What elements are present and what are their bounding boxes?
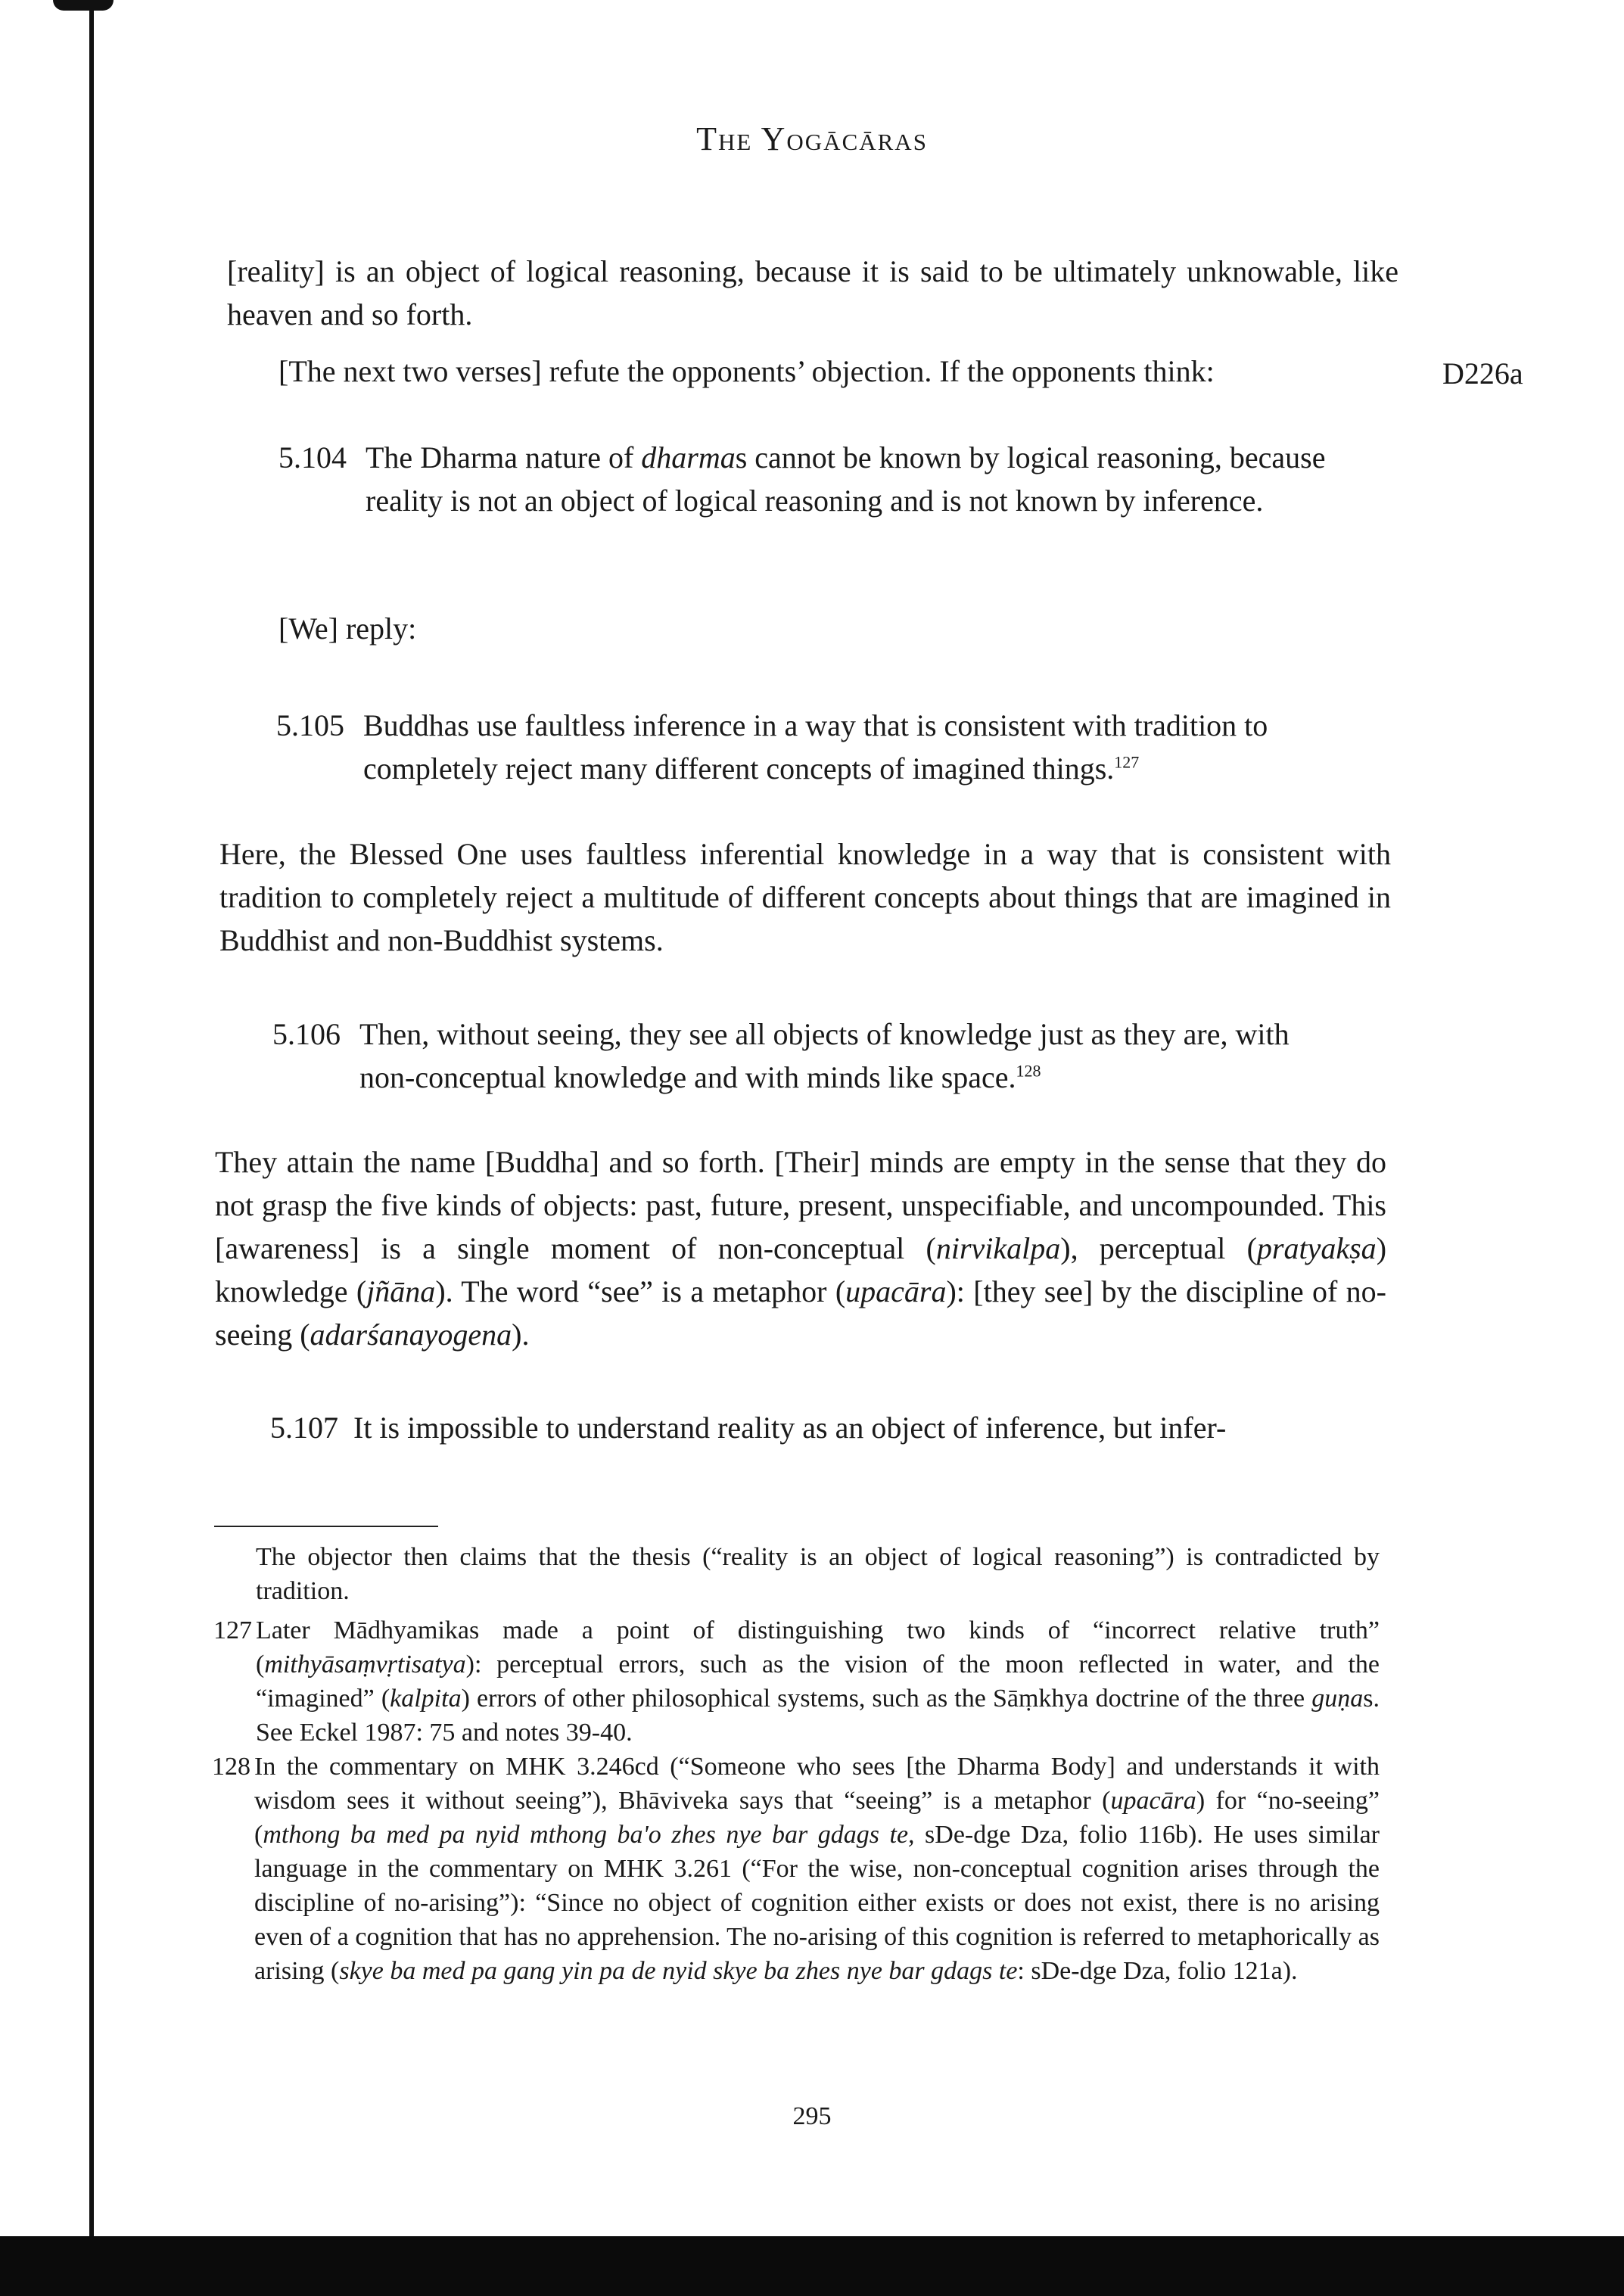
verse-5-105 (276, 704, 1339, 790)
paragraph-reply: [We] reply: (278, 611, 417, 646)
footnote-127 (213, 1613, 1380, 1750)
verse-text: The Dharma nature of dharmas cannot be known by logical reasoning, because reality is not an object of logical reasoning and is not known by inference. (366, 440, 1326, 518)
paragraph-objection-intro: [The next two verses] refute the opponents’ objection. If the opponents think: (278, 354, 1215, 388)
folio-reference: D226a (1442, 356, 1523, 390)
verse-text: Then, without seeing, they see all objects of knowledge just as they are, with non-conceptual knowledge and with minds like space.$^{128}$ (359, 1017, 1290, 1094)
verse-text: Buddhas use faultless inference in a way that is consistent with tradition to completely reject many different concepts of imagined things.$^{127}$ (363, 708, 1268, 786)
binding-edge-top (53, 0, 114, 11)
footnote-ref-128: 128 (1016, 1061, 1041, 1081)
verse-number: 5.106 (272, 1017, 341, 1051)
paragraph-commentary-1: Here, the Blessed One uses faultless inferential knowledge in a way that is consistent with tradition to completely reject a multitude of different concepts about things that are imagined in Buddhist and non-Buddhist systems. (219, 837, 1391, 957)
verse-number: 5.104 (278, 440, 347, 474)
footnote-continuation: The objector then claims that the thesis (“reality is an object of logical reasoning”) is contradicted by tradition. (256, 1543, 1380, 1605)
paragraph-commentary-2: They attain the name [Buddha] and so forth. [Their] minds are empty in the sense that they do not grasp the five kinds of objects: past, future, present, unspecifiable, and uncompounded. This [awareness] is a single moment of non-conceptual (nirvikalpa), perceptual (pratyakṣa) knowledge (jñāna). The word “see” is a metaphor (upacāra): [they see] by the discipline of no-seeing (adarśanayogena). (215, 1145, 1387, 1352)
footnote-number: 128 (212, 1753, 250, 1781)
footnote-rule (214, 1526, 438, 1527)
footnote-128 (212, 1750, 1380, 1988)
footnote-text: Later Mādhyamikas made a point of distinguishing two kinds of “incorrect relative truth” (mithyāsaṃvṛtisatya): perceptual errors, such as the vision of the moon reflected in water, and the “imagined” (kalpita) errors of other philosophical systems, such as the Sāṃkhya doctrine of the three guṇas. See Eckel 1987: 75 and notes 39-40. (256, 1616, 1380, 1747)
paragraph-continuation: [reality] is an object of logical reasoning, because it is said to be ultimately unknowable, like heaven and so forth. (227, 254, 1398, 331)
verse-text: It is impossible to understand reality as an object of inference, but infer- (353, 1411, 1227, 1445)
verse-5-106 (272, 1013, 1336, 1099)
scan-border-bottom (0, 2236, 1624, 2296)
verse-5-104 (278, 436, 1342, 522)
footnote-ref-127: 127 (1114, 752, 1140, 772)
verse-number: 5.107 (270, 1411, 338, 1445)
running-header: The Yogācāras (696, 120, 928, 157)
footnote-text: In the commentary on MHK 3.246cd (“Someone who sees [the Dharma Body] and understands it with wisdom sees it without seeing”), Bhāviveka says that “seeing” is a metaphor (upacāra) for “no-seeing” (mthong ba med pa nyid mthong ba'o zhes nye bar gdags te, sDe-dge Dza, folio 116b). He uses similar language in the commentary on MHK 3.261 (“For the wise, non-conceptual cognition arises through the discipline of no-arising”): “Since no object of cognition either exists or does not exist, there is no arising even of a cognition that has no apprehension. The no-arising of this cognition is referred to metaphorically as arising (skye ba med pa gang yin pa de nyid skye ba zhes nye bar gdags te: sDe-dge Dza, folio 121a). (254, 1753, 1380, 1985)
binding-edge (89, 0, 94, 2240)
verse-number: 5.105 (276, 708, 344, 742)
verse-5-107 (270, 1406, 1360, 1449)
page-number: 295 (792, 2102, 832, 2130)
footnote-number: 127 (213, 1616, 252, 1644)
